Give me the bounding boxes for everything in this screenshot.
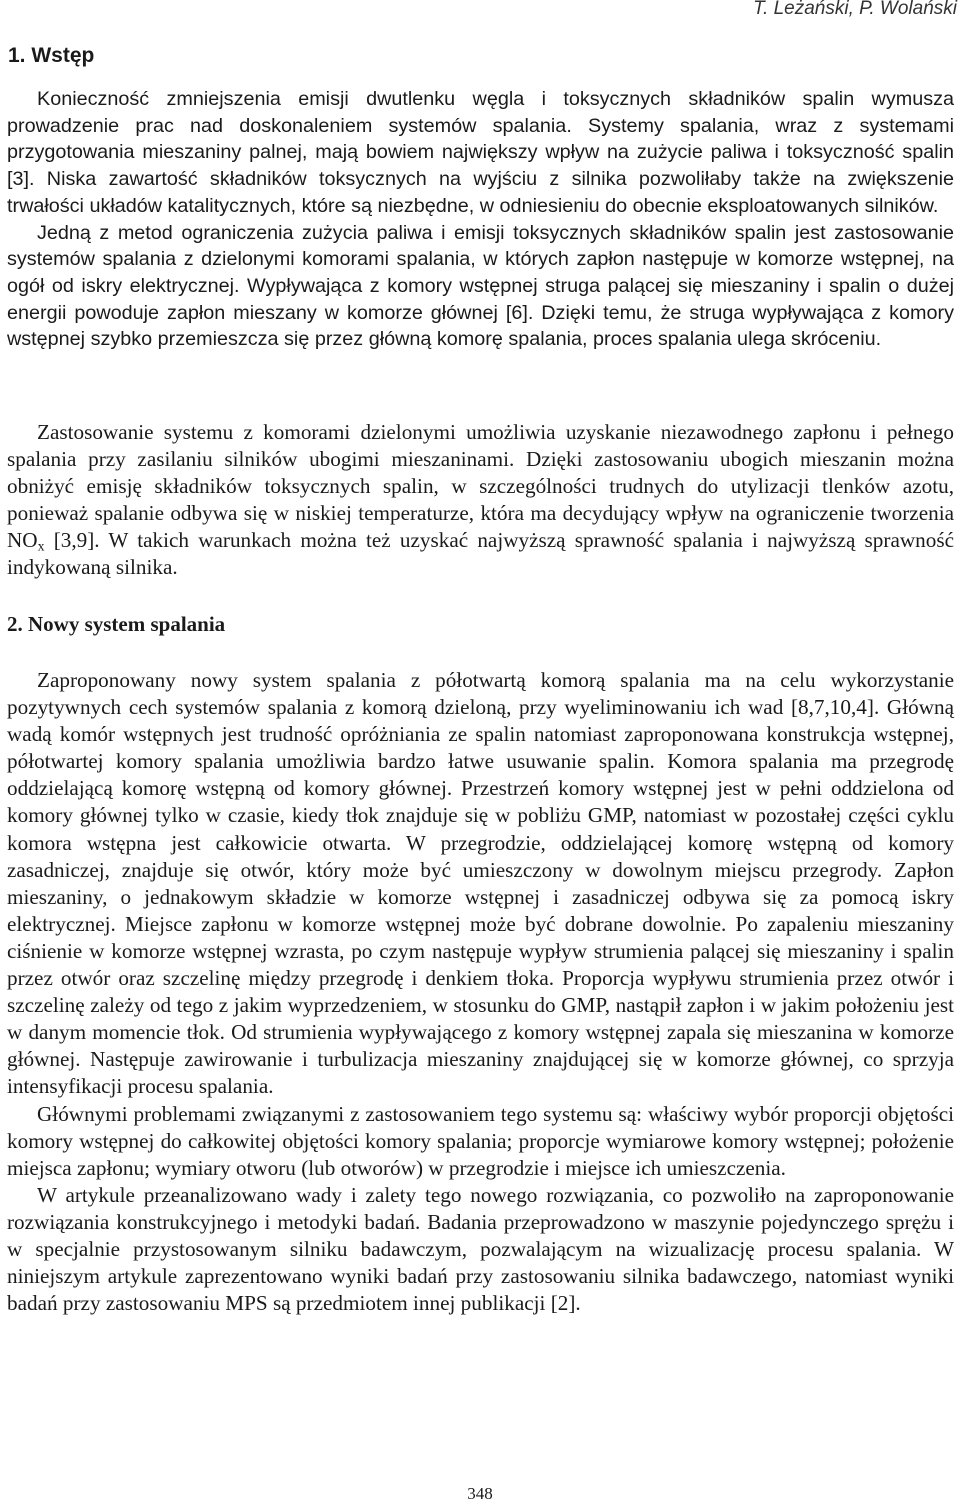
section-1-paragraph-1: Konieczność zmniejszenia emisji dwutlenku węgla i toksycznych składników spalin wymusza prowadzenie prac nad doskonaleniem systemów spalania. Systemy spalania, wraz z systemami przygotowania mieszaniny palnej, mają bowiem największy wpływ na zużycie paliwa i toksyczność spalin [3]. Niska zawartość składników toksycznych na wyjściu z silnika pozwoliłaby także na zwiększenie trwałości układów katalitycznych, które są niezbędne, w odniesieniu do obecnie eksploatowanych silników. (7, 88, 954, 217)
section-1-paragraph-3 (7, 419, 954, 582)
section-2-paragraph-3: W artykule przeanalizowano wady i zalety tego nowego rozwiązania, co pozwoliło na zaproponowanie rozwiązania konstrukcyjnego i metodyki badań. Badania przeprowadzono w maszynie pojedynczego sprężu i w specjalnie przystosowanym silniku badawczym, pozwalającym na wizualizację procesu spalania. W niniejszym artykule zaprezentowano wyniki badań przy zastosowaniu silnika badawczego, natomiast wyniki badań przy zastosowaniu MPS są przedmiotem innej publikacji [2]. (7, 1182, 954, 1316)
section-1-paragraph-2: Jedną z metod ograniczenia zużycia paliwa i emisji toksycznych składników spalin jest zastosowanie systemów spalania z dzielonymi komorami spalania, w których zapłon następuje w komorze wstępnej, na ogół od iskry elektrycznej. Wypływająca z komory wstępnej struga palącej się mieszaniny i spalin o dużej energii powoduje zapłon mieszany w komorze głównej [6]. Dzięki temu, że struga wypływająca z komory wstępnej szybko przemieszcza się przez główną komorę spalania, proces spalania ulega skróceniu. (7, 221, 954, 351)
page-number: 348 (467, 1484, 493, 1503)
section-2-paragraph-1: Zaproponowany nowy system spalania z półotwartą komorą spalania ma na celu wykorzystanie pozytywnych cech systemów spalania z komorą dzieloną, przy wyeliminowaniu ich wad [8,7,10,4]. Główną wadą komór wstępnych jest trudność opróżniania ze spalin natomiast zaproponowana konstrukcja wstępnej, półotwartej komory spalania umożliwia bardzo łatwe usuwanie spalin. Komora spalania ma przegrodę oddzielającą komorę wstępną od komory głównej. Przestrzeń komory wstępnej jest w pełni oddzielona od komory głównej tylko w czasie, kiedy tłok znajduje się w pobliżu GMP, natomiast w pozostałej części cyklu komora wstępna jest całkowicie otwarta. W przegrodzie, oddzielającej komorę wstępną od komory zasadniczej, znajduje się otwór, który może być umieszczony w dowolnym miejscu przegrody. Zapłon mieszaniny, o jednakowym składzie w komorze wstępnej i zasadniczej odbywa się za pomocą iskry elektrycznej. Miejsce zapłonu w komorze wstępnej może być dobrane dowolnie. Po zapaleniu mieszaniny ciśnienie w komorze wstępnej wzrasta, po czym następuje wypływ strumienia palącej się mieszaniny i spalin przez otwór oraz szczelinę między przegrodę i denkiem tłoka. Proporcja wypływu strumienia przez otwór i szczelinę zależy od tego z jakim wyprzedzeniem, w stosunku do GMP, nastąpił zapłon i w jakim położeniu jest w danym momencie tłok. Od strumienia wypływającego z komory wstępnej zapala się mieszanina w komorze głównej. Następuje zawirowanie i turbulizacja mieszaniny znajdującej się w komorze głównej, co sprzyja intensyfikacji procesu spalania. (7, 668, 954, 1099)
nox-subscript: x (37, 538, 45, 554)
section-2-paragraph-2: Głównymi problemami związanymi z zastosowaniem tego systemu są: właściwy wybór proporcji objętości komory wstępnej do całkowitej objętości komory spalania; proporcje wymiarowe komory wstępnej; położenie miejsca zapłonu; wymiary otworu (lub otworów) w przegrodzie i miejsce ich umieszczenia. (7, 1101, 954, 1180)
section-1-body-serif (7, 419, 954, 582)
running-header-authors: T. Leżański, P. Wolański (753, 0, 957, 19)
section-1-heading: 1. Wstęp (8, 44, 95, 67)
section-1-body (7, 86, 954, 353)
section-2-body (7, 667, 954, 1317)
paragraph-3-text-before: Zastosowanie systemu z komorami dzielonymi umożliwia uzyskanie niezawodnego zapłonu i pełnego spalania przy zasilaniu silników ubogimi mieszaninami. Dzięki zastosowaniu ubogich mieszanin można obniżyć emisję składników toksycznych spalin, w szczególności trudnych do utylizacji tlenków azotu, ponieważ spalanie odbywa się w niskiej temperaturze, która ma decydujący wpływ na ograniczenie tworzenia NO (7, 420, 954, 553)
section-2-heading: 2. Nowy system spalania (7, 612, 226, 636)
paragraph-3-text-after: [3,9]. W takich warunkach można też uzyskać najwyższą sprawność spalania i najwyższą sprawność indykowaną silnika. (7, 528, 954, 580)
